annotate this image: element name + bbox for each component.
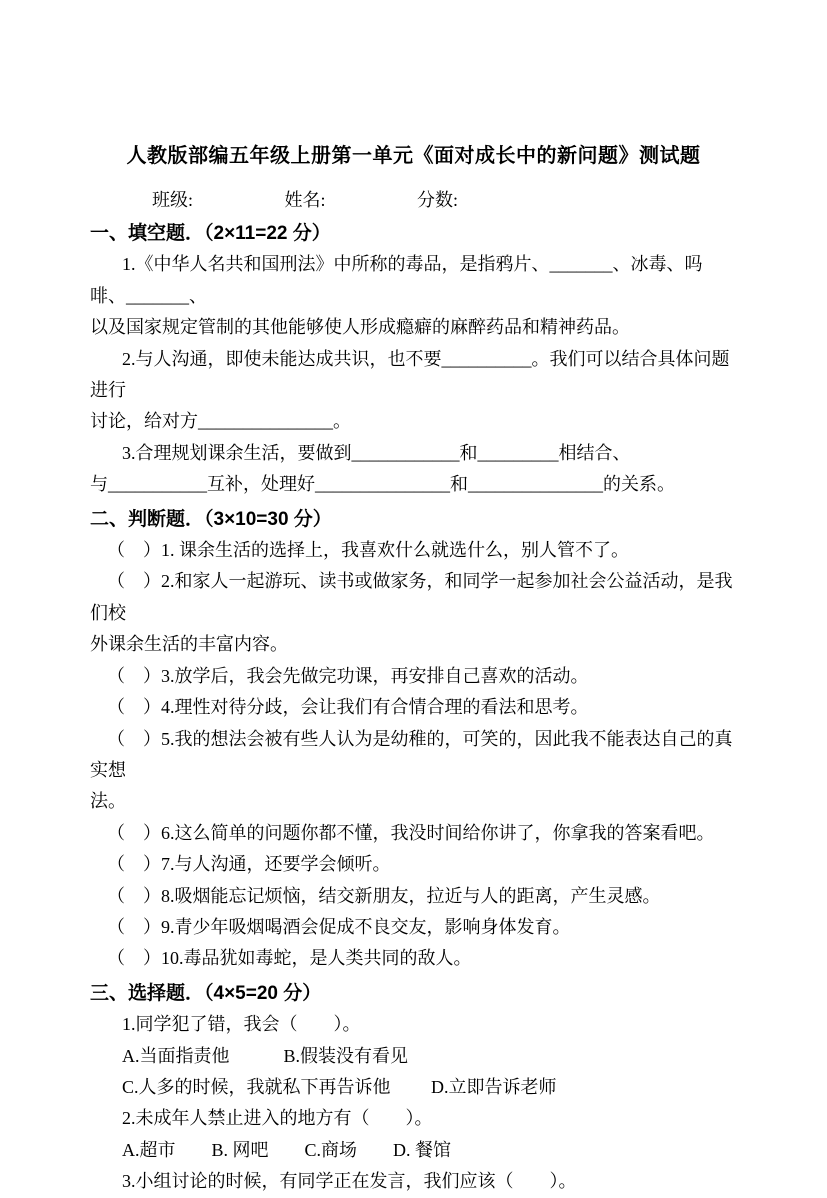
judge-item-3: （ ）3.放学后，我会先做完功课，再安排自己喜欢的活动。 [107, 665, 589, 686]
choice-q2: 2.未成年人禁止进入的地方有（ ）。 [122, 1108, 433, 1129]
fill-q1-line2: 以及国家规定管制的其他能够使人形成瘾癖的麻醉药品和精神药品。 [90, 317, 630, 338]
judge-item-9: （ ）9.青少年吸烟喝酒会促成不良交友，影响身体发育。 [107, 916, 571, 937]
judge-item-8: （ ）8.吸烟能忘记烦恼，结交新朋友，拉近与人的距离，产生灵感。 [107, 885, 661, 906]
class-field-label: 班级: [152, 190, 194, 210]
fill-q3-line2: 与___________互补，处理好_______________和_______________的关系。 [90, 474, 675, 495]
judge-item-7: （ ）7.与人沟通，还要学会倾听。 [107, 854, 391, 875]
section1-heading: 一、填空题．（2×11=22 分） [90, 223, 331, 244]
judge-item-2-line2: 外课余生活的丰富内容。 [90, 634, 288, 655]
judge-item-10: （ ）10.毒品犹如毒蛇，是人类共同的敌人。 [107, 948, 472, 969]
score-field-label: 分数: [417, 190, 459, 210]
fill-q3-line1: 3.合理规划课余生活，要做到____________和_________相结合、 [122, 442, 631, 463]
paper-title: 人教版部编五年级上册第一单元《面对成长中的新问题》测试题 [126, 145, 701, 167]
fill-q2-line2: 讨论，给对方_______________。 [90, 411, 351, 432]
student-info-line [90, 185, 737, 215]
section3-heading: 三、选择题．（4×5=20 分） [90, 982, 322, 1004]
name-field-label: 姓名: [284, 190, 326, 210]
fill-q1-line1: 1.《中华人名共和国刑法》中所称的毒品，是指鸦片、_______、冰毒、吗啡、_______、 [90, 254, 703, 306]
judge-item-2-line1: （ ）2.和家人一起游玩、读书或做家务，和同学一起参加社会公益活动，是我们校 [90, 571, 733, 623]
judge-item-5-line2: 法。 [90, 791, 126, 812]
choice-q2-options: A.超市 B. 网吧 C.商场 D. 餐馆 [122, 1139, 452, 1160]
choice-q3: 3.小组讨论的时候，有同学正在发言，我们应该（ ）。 [122, 1171, 577, 1192]
judge-item-4: （ ）4.理性对待分歧，会让我们有合情合理的看法和思考。 [107, 697, 589, 718]
choice-q1-options-ab: A.当面指责他 B.假装没有看见 [122, 1045, 409, 1066]
section2-heading: 二、判断题．（3×10=30 分） [90, 508, 332, 530]
choice-q1: 1.同学犯了错，我会（ ）。 [122, 1014, 361, 1035]
judge-item-5-line1: （ ）5.我的想法会被有些人认为是幼稚的，可笑的，因此我不能表达自己的真实想 [90, 728, 733, 780]
judge-item-6: （ ）6.这么简单的问题你都不懂，我没时间给你讲了，你拿我的答案看吧。 [107, 822, 715, 843]
judge-item-1: （ ）1. 课余生活的选择上，我喜欢什么就选什么，别人管不了。 [107, 540, 629, 561]
fill-q2-line1: 2.与人沟通，即使未能达成共识，也不要__________。我们可以结合具体问题进行 [90, 348, 730, 401]
choice-q1-options-cd: C.人多的时候，我就私下再告诉他 D.立即告诉老师 [122, 1076, 557, 1097]
